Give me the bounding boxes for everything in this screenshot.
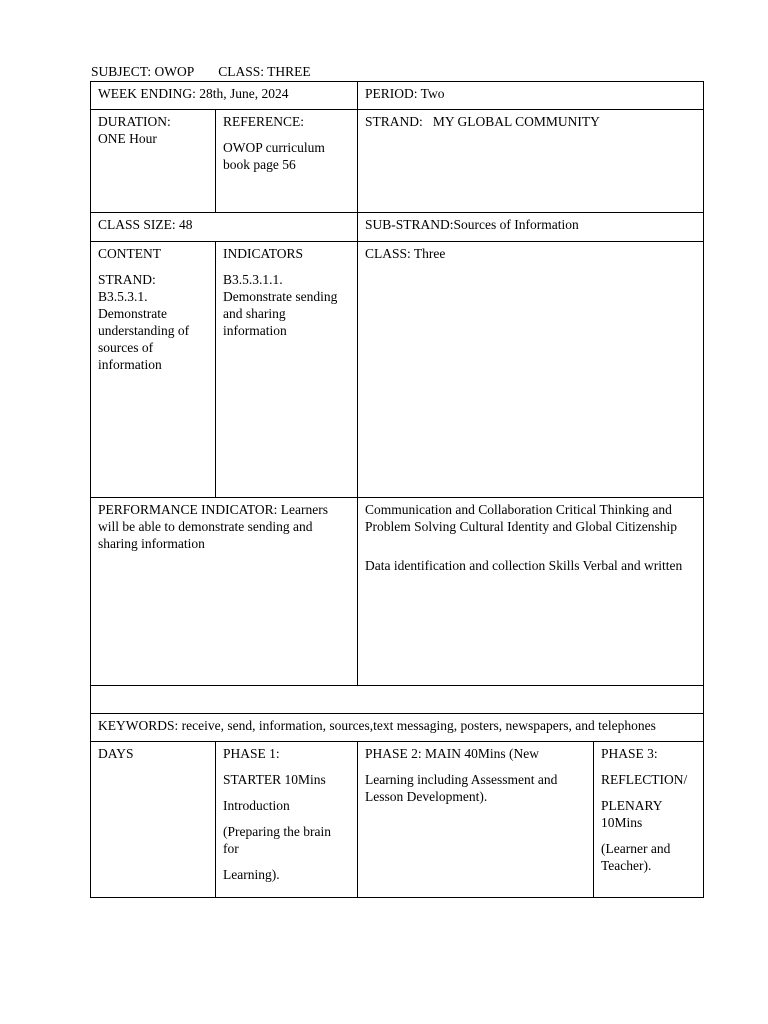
core-competencies-cell — [358, 498, 703, 685]
performance-indicator-cell — [91, 498, 357, 685]
phase3-plenary: PLENARY 10Mins — [601, 798, 663, 830]
indicators-text: B3.5.3.1.1. Demonstrate sending and sharing information — [223, 272, 338, 338]
days-cell — [91, 742, 215, 897]
class-size-text: CLASS SIZE: 48 — [98, 217, 193, 232]
reference-label: REFERENCE: — [223, 114, 305, 129]
strand-cell — [358, 110, 703, 212]
days-text: DAYS — [98, 746, 134, 761]
empty-row-cell — [91, 686, 703, 713]
phase1-starter: STARTER 10Mins — [223, 772, 326, 787]
phase3-title: PHASE 3: — [601, 746, 658, 761]
period-text: PERIOD: Two — [365, 86, 445, 101]
duration-label: DURATION: — [98, 114, 171, 129]
content-text: STRAND: B3.5.3.1. Demonstrate understanding of sources of information — [98, 272, 190, 372]
document-header — [91, 63, 311, 80]
phase1-learning: Learning). — [223, 867, 280, 882]
period-cell — [358, 82, 703, 109]
phase2-desc: Learning including Assessment and Lesson Development). — [365, 772, 558, 804]
duration-cell — [91, 110, 215, 212]
week-ending-text: WEEK ENDING: 28th, June, 2024 — [98, 86, 289, 101]
content-label: CONTENT — [98, 246, 161, 261]
class-cell — [358, 242, 703, 497]
content-cell — [91, 242, 215, 497]
phase1-title: PHASE 1: — [223, 746, 280, 761]
subject-label: SUBJECT: OWOP — [91, 64, 195, 79]
phase3-who: (Learner and Teacher). — [601, 841, 671, 873]
skills-text: Data identification and collection Skills Verbal and written — [365, 558, 683, 573]
phase1-prep: (Preparing the brain for — [223, 824, 331, 856]
week-ending-cell — [91, 82, 357, 109]
keywords-text: KEYWORDS: receive, send, information, sources,text messaging, posters, newspapers, and telephones — [98, 718, 656, 733]
strand-text: STRAND: MY GLOBAL COMMUNITY — [365, 114, 600, 129]
phase3-reflection: REFLECTION/ — [601, 772, 688, 787]
phase1-intro: Introduction — [223, 798, 290, 813]
reference-value: OWOP curriculum book page 56 — [223, 140, 325, 172]
performance-indicator-text: PERFORMANCE INDICATOR: Learners will be able to demonstrate sending and sharing information — [98, 502, 328, 551]
class-label: CLASS: THREE — [218, 64, 311, 79]
keywords-cell — [91, 714, 703, 741]
phase1-cell — [216, 742, 357, 897]
indicators-label: INDICATORS — [223, 246, 304, 261]
sub-strand-cell — [358, 213, 703, 241]
duration-value: ONE Hour — [98, 131, 157, 146]
phase2-title: PHASE 2: MAIN 40Mins (New — [365, 746, 540, 761]
competencies-text: Communication and Collaboration Critical Thinking and Problem Solving Cultural Identity and Global Citizenship — [365, 502, 677, 534]
class-text: CLASS: Three — [365, 246, 446, 261]
reference-cell — [216, 110, 357, 212]
class-size-cell — [91, 213, 357, 241]
indicators-cell — [216, 242, 357, 497]
sub-strand-text: SUB-STRAND:Sources of Information — [365, 217, 579, 232]
phase2-cell — [358, 742, 593, 897]
phase3-cell — [594, 742, 703, 897]
